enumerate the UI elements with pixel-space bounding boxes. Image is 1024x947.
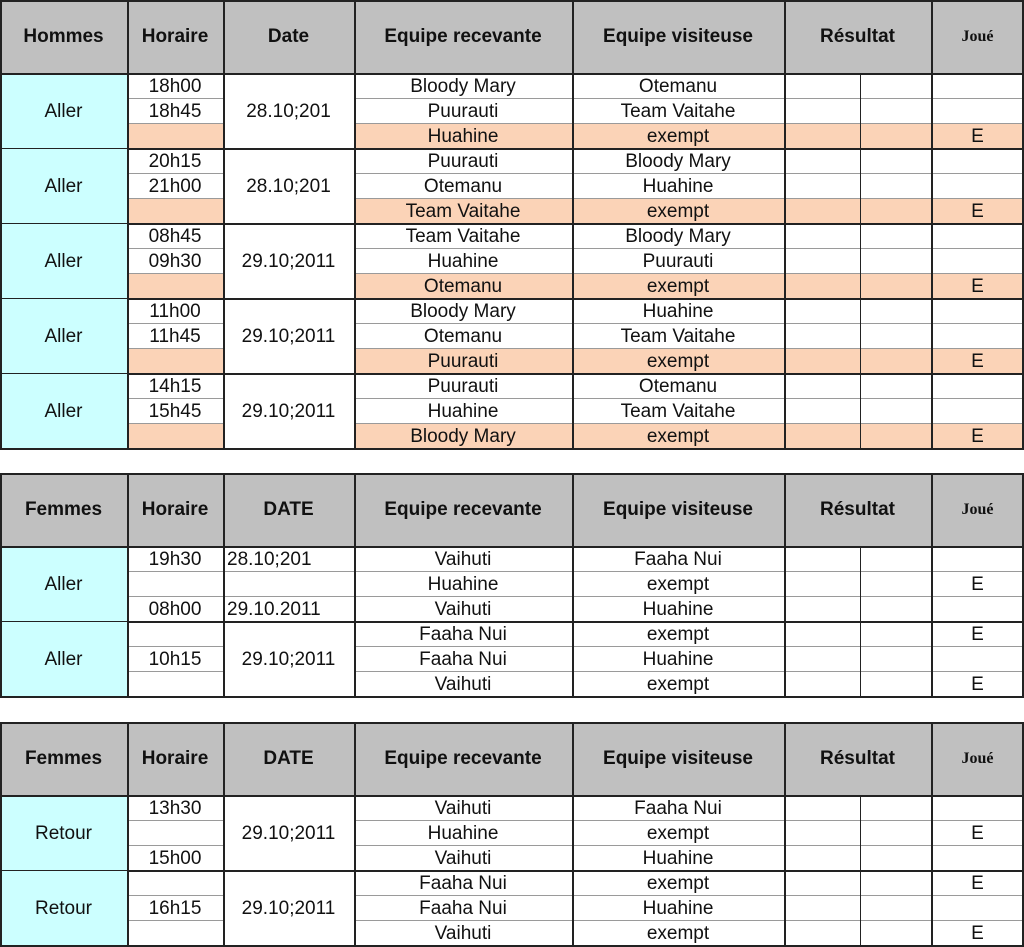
score-home-cell[interactable] bbox=[784, 572, 860, 597]
session-cell[interactable]: Aller bbox=[0, 374, 127, 449]
away-team-cell[interactable]: Puurauti bbox=[642, 250, 714, 272]
away-team-cell[interactable]: Faaha Nui bbox=[634, 548, 722, 570]
home-team-cell[interactable]: Huahine bbox=[427, 400, 499, 422]
time-cell[interactable]: 09h30 bbox=[148, 250, 202, 272]
date-cell[interactable] bbox=[223, 572, 354, 597]
home-team-cell[interactable]: Huahine bbox=[427, 250, 499, 272]
grid-line bbox=[572, 722, 574, 946]
played-cell[interactable] bbox=[931, 796, 1024, 821]
grid-line bbox=[0, 473, 1024, 475]
grid-line bbox=[572, 473, 574, 697]
grid-line bbox=[127, 0, 129, 449]
played-cell[interactable]: E bbox=[971, 872, 984, 894]
away-team-cell[interactable]: Otemanu bbox=[638, 375, 718, 397]
score-home-cell[interactable] bbox=[784, 199, 860, 224]
score-home-cell[interactable] bbox=[784, 424, 860, 449]
time-cell[interactable]: 10h15 bbox=[148, 648, 202, 670]
grid-line bbox=[127, 722, 129, 946]
played-cell[interactable]: E bbox=[931, 199, 1024, 224]
session-cell[interactable]: Aller bbox=[0, 547, 127, 622]
date-cell[interactable]: 29.10;2011 bbox=[241, 822, 336, 844]
away-team-cell[interactable]: Team Vaitahe bbox=[620, 325, 736, 347]
away-team-cell[interactable]: Faaha Nui bbox=[634, 797, 722, 819]
time-cell[interactable] bbox=[127, 274, 223, 299]
time-cell[interactable]: 15h00 bbox=[148, 847, 202, 869]
header-date[interactable]: Date bbox=[223, 0, 354, 74]
home-team-cell[interactable]: Puurauti bbox=[427, 150, 499, 172]
played-cell[interactable] bbox=[931, 99, 1024, 124]
played-cell[interactable] bbox=[931, 846, 1024, 871]
home-team-cell[interactable]: Otemanu bbox=[423, 175, 503, 197]
date-cell[interactable]: 28.10;201 bbox=[227, 548, 312, 570]
score-away-cell[interactable] bbox=[860, 324, 931, 349]
header-home-team[interactable]: Equipe recevante bbox=[354, 722, 572, 796]
grid-line bbox=[354, 0, 356, 449]
header-away-team[interactable]: Equipe visiteuse bbox=[572, 722, 784, 796]
away-team-cell[interactable]: exempt bbox=[646, 673, 710, 695]
date-cell[interactable]: 29.10;2011 bbox=[241, 250, 336, 272]
away-team-cell[interactable]: exempt bbox=[646, 623, 710, 645]
score-away-cell[interactable] bbox=[860, 299, 931, 324]
away-team-cell[interactable]: Huahine bbox=[642, 897, 714, 919]
date-cell[interactable]: 29.10;2011 bbox=[241, 897, 336, 919]
date-cell[interactable]: 28.10;201 bbox=[246, 175, 331, 197]
time-cell[interactable] bbox=[127, 572, 223, 597]
score-home-cell[interactable] bbox=[784, 597, 860, 622]
score-home-cell[interactable] bbox=[784, 871, 860, 896]
grid-line bbox=[0, 546, 1024, 548]
score-home-cell[interactable] bbox=[784, 647, 860, 672]
time-cell[interactable] bbox=[127, 424, 223, 449]
score-home-cell[interactable] bbox=[784, 399, 860, 424]
home-team-cell[interactable]: Faaha Nui bbox=[419, 897, 507, 919]
home-team-cell[interactable]: Puurauti bbox=[427, 375, 499, 397]
header-date[interactable]: DATE bbox=[223, 473, 354, 547]
grid-line bbox=[572, 0, 574, 449]
score-away-cell[interactable] bbox=[860, 796, 931, 821]
played-cell[interactable] bbox=[931, 299, 1024, 324]
time-cell[interactable] bbox=[127, 124, 223, 149]
score-away-cell[interactable] bbox=[860, 547, 931, 572]
session-cell[interactable]: Aller bbox=[0, 224, 127, 299]
away-team-cell[interactable]: exempt bbox=[646, 573, 710, 595]
score-home-cell[interactable] bbox=[784, 174, 860, 199]
score-away-cell[interactable] bbox=[860, 224, 931, 249]
home-team-cell[interactable]: Team Vaitahe bbox=[405, 225, 521, 247]
grid-line bbox=[0, 0, 1024, 2]
score-home-cell[interactable] bbox=[784, 622, 860, 647]
grid-line bbox=[860, 74, 861, 449]
score-away-cell[interactable] bbox=[860, 349, 931, 374]
score-home-cell[interactable] bbox=[784, 374, 860, 399]
header-category[interactable]: Femmes bbox=[0, 473, 127, 547]
played-cell[interactable] bbox=[931, 149, 1024, 174]
home-team-cell[interactable]: Huahine bbox=[427, 822, 499, 844]
time-cell[interactable]: 15h45 bbox=[148, 400, 202, 422]
time-cell[interactable]: 21h00 bbox=[148, 175, 202, 197]
away-team-cell[interactable]: Bloody Mary bbox=[625, 150, 731, 172]
home-team-cell[interactable]: Vaihuti bbox=[434, 922, 492, 944]
header-played[interactable]: Joué bbox=[931, 722, 1024, 796]
date-cell[interactable]: 29.10;2011 bbox=[241, 648, 336, 670]
header-home-team[interactable]: Equipe recevante bbox=[354, 0, 572, 74]
time-cell[interactable]: 18h45 bbox=[148, 100, 202, 122]
header-date[interactable]: DATE bbox=[223, 722, 354, 796]
time-cell[interactable] bbox=[127, 921, 223, 946]
home-team-cell[interactable]: Bloody Mary bbox=[410, 75, 516, 97]
date-cell[interactable]: 28.10;201 bbox=[246, 100, 331, 122]
away-team-cell[interactable]: exempt bbox=[572, 274, 784, 299]
header-home-team[interactable]: Equipe recevante bbox=[354, 473, 572, 547]
played-cell[interactable] bbox=[931, 647, 1024, 672]
grid-line bbox=[0, 473, 2, 697]
score-home-cell[interactable] bbox=[784, 921, 860, 946]
header-away-team[interactable]: Equipe visiteuse bbox=[572, 0, 784, 74]
score-away-cell[interactable] bbox=[860, 672, 931, 697]
score-away-cell[interactable] bbox=[860, 622, 931, 647]
time-cell[interactable] bbox=[127, 349, 223, 374]
session-cell[interactable]: Aller bbox=[0, 74, 127, 149]
score-home-cell[interactable] bbox=[784, 896, 860, 921]
away-team-cell[interactable]: Huahine bbox=[642, 648, 714, 670]
header-result[interactable]: Résultat bbox=[784, 0, 931, 74]
grid-line bbox=[0, 696, 1024, 698]
away-team-cell[interactable]: exempt bbox=[572, 424, 784, 449]
header-away-team[interactable]: Equipe visiteuse bbox=[572, 473, 784, 547]
grid-line bbox=[127, 473, 129, 697]
header-time[interactable]: Horaire bbox=[127, 473, 223, 547]
score-away-cell[interactable] bbox=[860, 199, 931, 224]
score-home-cell[interactable] bbox=[784, 149, 860, 174]
time-cell[interactable] bbox=[127, 871, 223, 896]
grid-line bbox=[860, 547, 861, 697]
grid-line bbox=[784, 0, 786, 449]
played-cell[interactable]: E bbox=[931, 274, 1024, 299]
away-team-cell[interactable]: exempt bbox=[572, 349, 784, 374]
score-away-cell[interactable] bbox=[860, 149, 931, 174]
away-team-cell[interactable]: exempt bbox=[572, 124, 784, 149]
home-team-cell[interactable]: Huahine bbox=[354, 124, 572, 149]
grid-line bbox=[860, 796, 861, 946]
away-team-cell[interactable]: Huahine bbox=[642, 300, 714, 322]
score-away-cell[interactable] bbox=[860, 921, 931, 946]
score-home-cell[interactable] bbox=[784, 324, 860, 349]
score-away-cell[interactable] bbox=[860, 274, 931, 299]
played-cell[interactable]: E bbox=[931, 124, 1024, 149]
away-team-cell[interactable]: Team Vaitahe bbox=[620, 100, 736, 122]
played-cell[interactable] bbox=[931, 547, 1024, 572]
home-team-cell[interactable]: Otemanu bbox=[423, 325, 503, 347]
grid-line bbox=[931, 722, 933, 946]
time-cell[interactable]: 11h45 bbox=[149, 325, 201, 347]
played-cell[interactable] bbox=[931, 374, 1024, 399]
home-team-cell[interactable]: Vaihuti bbox=[434, 673, 492, 695]
time-cell[interactable]: 08h45 bbox=[148, 225, 202, 247]
time-cell[interactable]: 20h15 bbox=[148, 150, 202, 172]
score-away-cell[interactable] bbox=[860, 99, 931, 124]
score-home-cell[interactable] bbox=[784, 349, 860, 374]
home-team-cell[interactable]: Faaha Nui bbox=[419, 872, 507, 894]
score-home-cell[interactable] bbox=[784, 821, 860, 846]
time-cell[interactable] bbox=[127, 821, 223, 846]
header-time[interactable]: Horaire bbox=[127, 722, 223, 796]
score-home-cell[interactable] bbox=[784, 74, 860, 99]
date-cell[interactable]: 29.10;2011 bbox=[241, 400, 336, 422]
score-away-cell[interactable] bbox=[860, 846, 931, 871]
grid-line bbox=[784, 722, 786, 946]
score-home-cell[interactable] bbox=[784, 846, 860, 871]
played-cell[interactable] bbox=[931, 597, 1024, 622]
header-category[interactable]: Hommes bbox=[0, 0, 127, 74]
away-team-cell[interactable]: Huahine bbox=[642, 598, 714, 620]
away-team-cell[interactable]: Bloody Mary bbox=[625, 225, 731, 247]
score-home-cell[interactable] bbox=[784, 299, 860, 324]
header-result[interactable]: Résultat bbox=[784, 473, 931, 547]
played-cell[interactable]: E bbox=[971, 673, 984, 695]
grid-line bbox=[354, 722, 356, 946]
played-cell[interactable]: E bbox=[931, 424, 1024, 449]
session-cell[interactable]: Retour bbox=[0, 796, 127, 871]
home-team-cell[interactable]: Vaihuti bbox=[434, 797, 492, 819]
home-team-cell[interactable]: Vaihuti bbox=[434, 847, 492, 869]
session-cell[interactable]: Aller bbox=[0, 149, 127, 224]
played-cell[interactable] bbox=[931, 249, 1024, 274]
home-team-cell[interactable]: Faaha Nui bbox=[419, 623, 507, 645]
grid-line bbox=[931, 0, 933, 449]
score-away-cell[interactable] bbox=[860, 647, 931, 672]
played-cell[interactable] bbox=[931, 399, 1024, 424]
score-home-cell[interactable] bbox=[784, 224, 860, 249]
grid-line bbox=[354, 473, 356, 697]
header-played[interactable]: Joué bbox=[931, 0, 1024, 74]
played-cell[interactable] bbox=[931, 324, 1024, 349]
played-cell[interactable]: E bbox=[971, 573, 984, 595]
score-home-cell[interactable] bbox=[784, 672, 860, 697]
away-team-cell[interactable]: Huahine bbox=[642, 847, 714, 869]
date-cell[interactable]: 29.10.2011 bbox=[227, 598, 321, 620]
score-home-cell[interactable] bbox=[784, 124, 860, 149]
time-cell[interactable]: 18h00 bbox=[148, 75, 202, 97]
grid-line bbox=[0, 722, 2, 946]
home-team-cell[interactable]: Vaihuti bbox=[434, 548, 492, 570]
away-team-cell[interactable]: exempt bbox=[646, 872, 710, 894]
home-team-cell[interactable]: Huahine bbox=[427, 573, 499, 595]
time-cell[interactable]: 19h30 bbox=[148, 548, 202, 570]
session-cell[interactable]: Aller bbox=[0, 299, 127, 374]
away-team-cell[interactable]: Team Vaitahe bbox=[620, 400, 736, 422]
grid-line bbox=[0, 0, 2, 449]
played-cell[interactable] bbox=[931, 896, 1024, 921]
score-home-cell[interactable] bbox=[784, 249, 860, 274]
time-cell[interactable]: 08h00 bbox=[148, 598, 202, 620]
home-team-cell[interactable]: Bloody Mary bbox=[354, 424, 572, 449]
time-cell[interactable] bbox=[127, 672, 223, 697]
score-home-cell[interactable] bbox=[784, 796, 860, 821]
grid-line bbox=[223, 473, 225, 697]
played-cell[interactable] bbox=[931, 74, 1024, 99]
home-team-cell[interactable]: Puurauti bbox=[427, 100, 499, 122]
grid-line bbox=[0, 448, 1024, 450]
played-cell[interactable]: E bbox=[971, 623, 984, 645]
grid-line bbox=[223, 0, 225, 449]
date-cell[interactable]: 29.10;2011 bbox=[241, 325, 336, 347]
time-cell[interactable]: 14h15 bbox=[148, 375, 202, 397]
away-team-cell[interactable]: exempt bbox=[646, 922, 710, 944]
grid-line bbox=[931, 473, 933, 697]
header-result[interactable]: Résultat bbox=[784, 722, 931, 796]
home-team-cell[interactable]: Team Vaitahe bbox=[354, 199, 572, 224]
played-cell[interactable]: E bbox=[971, 822, 984, 844]
score-away-cell[interactable] bbox=[860, 424, 931, 449]
played-cell[interactable]: E bbox=[931, 349, 1024, 374]
grid-line bbox=[0, 73, 1024, 75]
grid-line bbox=[0, 795, 1024, 797]
time-cell[interactable] bbox=[127, 199, 223, 224]
session-cell[interactable]: Retour bbox=[0, 871, 127, 946]
score-away-cell[interactable] bbox=[860, 597, 931, 622]
score-away-cell[interactable] bbox=[860, 896, 931, 921]
score-away-cell[interactable] bbox=[860, 74, 931, 99]
played-cell[interactable] bbox=[931, 224, 1024, 249]
away-team-cell[interactable]: exempt bbox=[646, 822, 710, 844]
score-away-cell[interactable] bbox=[860, 174, 931, 199]
away-team-cell[interactable]: Huahine bbox=[642, 175, 714, 197]
home-team-cell[interactable]: Faaha Nui bbox=[419, 648, 507, 670]
score-away-cell[interactable] bbox=[860, 124, 931, 149]
played-cell[interactable]: E bbox=[971, 922, 984, 944]
time-cell[interactable]: 16h15 bbox=[148, 897, 202, 919]
played-cell[interactable] bbox=[931, 174, 1024, 199]
home-team-cell[interactable]: Vaihuti bbox=[434, 598, 492, 620]
session-cell[interactable]: Aller bbox=[0, 622, 127, 697]
grid-line bbox=[0, 722, 1024, 724]
score-away-cell[interactable] bbox=[860, 249, 931, 274]
time-cell[interactable] bbox=[127, 622, 223, 647]
time-cell[interactable]: 13h30 bbox=[148, 797, 202, 819]
score-home-cell[interactable] bbox=[784, 547, 860, 572]
score-away-cell[interactable] bbox=[860, 821, 931, 846]
away-team-cell[interactable]: Otemanu bbox=[638, 75, 718, 97]
score-away-cell[interactable] bbox=[860, 572, 931, 597]
header-time[interactable]: Horaire bbox=[127, 0, 223, 74]
away-team-cell[interactable]: exempt bbox=[572, 199, 784, 224]
score-away-cell[interactable] bbox=[860, 871, 931, 896]
home-team-cell[interactable]: Otemanu bbox=[354, 274, 572, 299]
score-away-cell[interactable] bbox=[860, 374, 931, 399]
time-cell[interactable]: 11h00 bbox=[149, 300, 201, 322]
home-team-cell[interactable]: Bloody Mary bbox=[410, 300, 516, 322]
grid-line bbox=[784, 473, 786, 697]
home-team-cell[interactable]: Puurauti bbox=[354, 349, 572, 374]
score-home-cell[interactable] bbox=[784, 99, 860, 124]
header-played[interactable]: Joué bbox=[931, 473, 1024, 547]
grid-line bbox=[223, 722, 225, 946]
header-category[interactable]: Femmes bbox=[0, 722, 127, 796]
score-away-cell[interactable] bbox=[860, 399, 931, 424]
score-home-cell[interactable] bbox=[784, 274, 860, 299]
